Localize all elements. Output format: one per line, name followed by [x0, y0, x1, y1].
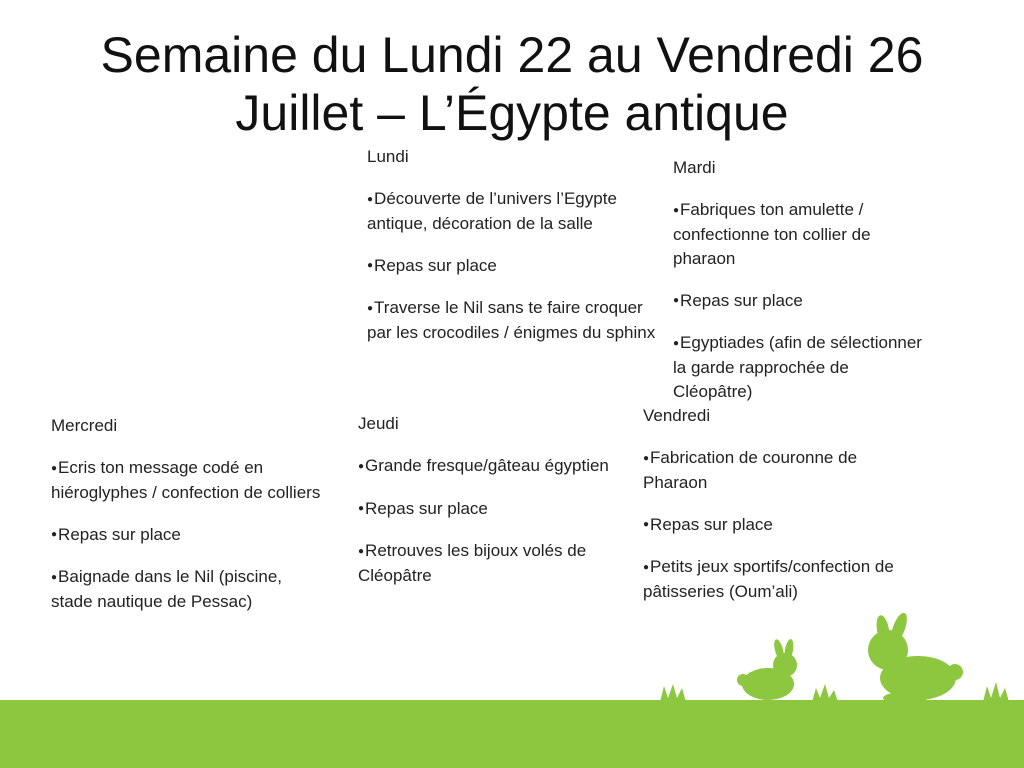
- bullet-icon: ●: [358, 460, 365, 472]
- slide-title: Semaine du Lundi 22 au Vendredi 26 Juillet – L’Égypte antique: [100, 27, 924, 141]
- day-heading: Jeudi: [358, 414, 399, 433]
- day-heading: Mercredi: [51, 416, 118, 435]
- activity-item: ●Retrouves les bijoux volés de Cléopâtre: [358, 541, 587, 585]
- bullet-icon: ●: [673, 337, 680, 349]
- activity-item: ●Fabriques ton amulette / confectionne ton collier de pharaon: [673, 200, 871, 268]
- bullet-icon: ●: [367, 193, 374, 205]
- bullet-icon: ●: [643, 561, 650, 573]
- activity-item: ●Repas sur place: [367, 255, 497, 275]
- activity-item: ●Egyptiades (afin de sélectionner la garde rapprochée de Cléopâtre): [673, 333, 922, 401]
- grass-tuft-icon: [983, 682, 1009, 702]
- bullet-icon: ●: [367, 260, 374, 272]
- bullet-icon: ●: [673, 295, 680, 307]
- bullet-icon: ●: [51, 571, 58, 583]
- activity-item: ●Découverte de l’univers l’Egypte antique, décoration de la salle: [367, 189, 617, 233]
- activity-item: ●Fabrication de couronne de Pharaon: [643, 448, 858, 492]
- activity-item: ●Repas sur place: [358, 498, 488, 518]
- activity-item: ●Traverse le Nil sans te faire croquer par les crocodiles / énigmes du sphinx: [367, 298, 656, 342]
- small-rabbit-icon: [737, 638, 797, 700]
- activity-item: ●Repas sur place: [51, 524, 181, 544]
- bullet-icon: ●: [358, 545, 365, 557]
- activity-item: ●Ecris ton message codé en hiéroglyphes / confection de colliers: [51, 458, 321, 502]
- activity-item: ●Petits jeux sportifs/confection de pâtisseries (Oum’ali): [643, 557, 894, 601]
- bullet-icon: ●: [51, 529, 58, 541]
- grass-tuft-icon: [660, 684, 686, 702]
- activity-item: ●Repas sur place: [643, 514, 773, 534]
- bullet-icon: ●: [367, 302, 374, 314]
- day-heading: Lundi: [367, 147, 409, 166]
- bullet-icon: ●: [358, 503, 365, 515]
- bullet-icon: ●: [643, 519, 650, 531]
- bullet-icon: ●: [643, 452, 650, 464]
- activity-item: ●Baignade dans le Nil (piscine, stade nautique de Pessac): [51, 567, 283, 611]
- activity-item: ●Grande fresque/gâteau égyptien: [358, 456, 609, 475]
- bullet-icon: ●: [673, 204, 680, 216]
- day-heading: Vendredi: [643, 406, 711, 425]
- activity-item: ●Repas sur place: [673, 290, 803, 310]
- bullet-icon: ●: [51, 462, 58, 474]
- large-rabbit-icon: [868, 611, 963, 704]
- grass-tuft-icon: [812, 684, 838, 702]
- day-heading: Mardi: [673, 158, 716, 177]
